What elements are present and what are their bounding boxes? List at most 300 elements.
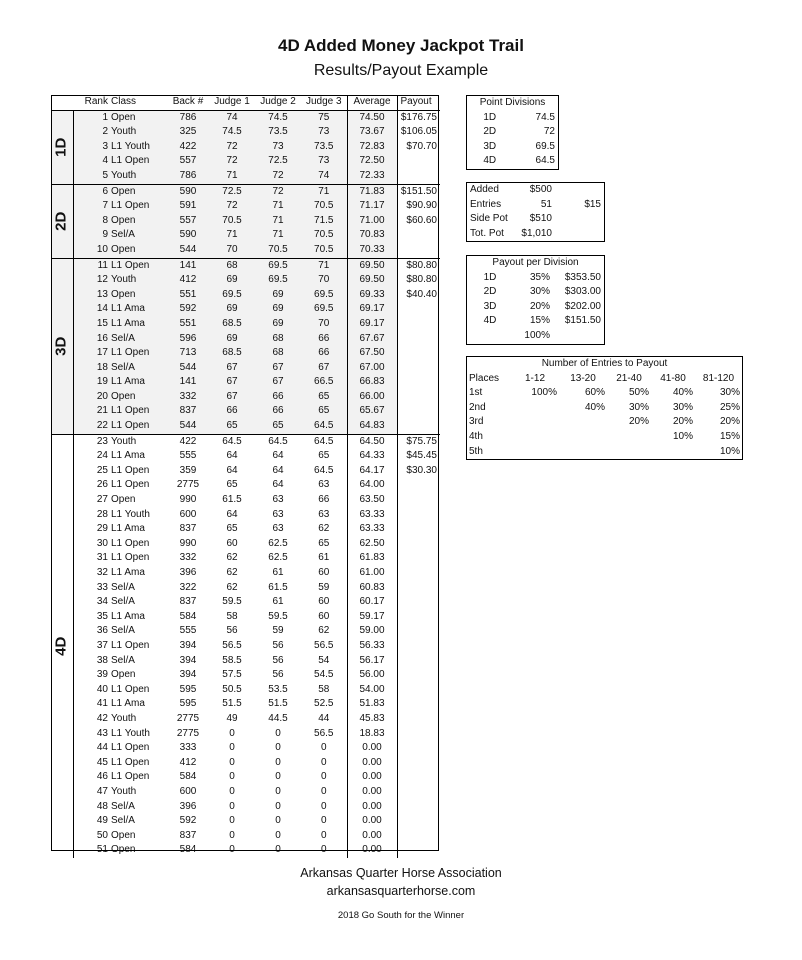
average-score: 63.50	[347, 493, 397, 508]
back-number-cell: 713	[167, 346, 209, 361]
judge3-score: 64.5	[301, 434, 347, 449]
payout-division-label: 4D	[483, 315, 497, 327]
judge2-score: 65	[255, 419, 301, 434]
average-score: 69.50	[347, 258, 397, 273]
back-number-cell: 422	[167, 140, 209, 155]
back-number-cell: 837	[167, 404, 209, 419]
judge1-score: 74.5	[209, 125, 255, 140]
judge2-score: 68	[255, 332, 301, 347]
result-row	[51, 169, 440, 184]
average-score: 65.67	[347, 404, 397, 419]
result-row	[51, 390, 440, 405]
judge3-score: 0	[320, 756, 327, 768]
back-number-cell: 359	[179, 464, 197, 476]
back-number-cell: 600	[179, 508, 197, 520]
judge1-score: 0	[229, 800, 235, 812]
payout-amount	[397, 581, 440, 596]
point-divisions-title: Point Divisions	[479, 97, 546, 108]
result-row	[51, 404, 440, 419]
result-row	[51, 110, 440, 125]
payout-amount	[397, 522, 440, 537]
payout-amount: $151.50	[397, 184, 440, 199]
class-cell: L1 Open	[111, 404, 167, 419]
rank-cell: 5	[73, 169, 111, 184]
judge1-score: 62	[226, 552, 238, 564]
division-header	[51, 95, 73, 110]
point-division-value: 69.5	[535, 140, 555, 152]
average-score: 45.83	[347, 712, 397, 727]
entries-payout-row	[467, 430, 742, 445]
result-row	[51, 228, 440, 243]
judge3-score: 0	[320, 844, 327, 856]
judge1-score: 56	[226, 625, 238, 637]
judge3-score: 69.5	[301, 288, 347, 303]
judge3-score: 71	[301, 258, 347, 273]
average-score: 0.00	[347, 843, 397, 858]
rank-cell: 34	[96, 596, 108, 608]
class-cell: Open	[111, 390, 167, 405]
average-score: 72.83	[347, 140, 397, 155]
place-percent: 60%	[584, 387, 605, 399]
average-score: 69.33	[347, 288, 397, 303]
judge2-score: 63	[272, 523, 284, 535]
class-cell: Youth	[111, 712, 137, 724]
judge3-score: 62	[318, 523, 330, 535]
judge2-score: 0	[275, 727, 281, 739]
results-body	[51, 110, 440, 858]
judge1-score: 0	[229, 742, 235, 754]
result-row	[51, 243, 440, 258]
judge1-score: 68.5	[209, 317, 255, 332]
payout-amount	[397, 800, 440, 815]
judge1-score: 60	[226, 537, 238, 549]
result-row	[51, 258, 440, 273]
class-cell: Sel/A	[111, 332, 167, 347]
rank-cell: 35	[96, 610, 108, 622]
judge3-score: 65	[301, 404, 347, 419]
average-score: 67.50	[347, 346, 397, 361]
point-division-value: 72	[543, 126, 555, 138]
judge2-score: 59	[272, 625, 284, 637]
back-number-cell: 325	[167, 125, 209, 140]
payout-amount	[397, 551, 440, 566]
average-score: 61.00	[347, 566, 397, 581]
footer-organization: Arkansas Quarter Horse Association	[300, 866, 502, 880]
back-number-cell: 592	[179, 815, 197, 827]
payout-amount	[397, 814, 440, 829]
judge1-score: 61.5	[222, 494, 242, 506]
place-percent: 40%	[584, 401, 605, 413]
judge1-score: 70	[209, 243, 255, 258]
class-cell: L1 Open	[111, 742, 150, 754]
entries-range-header: 13-20	[570, 372, 596, 384]
payout-amount	[397, 346, 440, 361]
average-score: 18.83	[347, 727, 397, 742]
payout-amount: $90.90	[406, 200, 437, 212]
payout-division-label: 1D	[483, 271, 497, 283]
entries-range-header: 1-12	[524, 372, 545, 384]
class-cell: L1 Ama	[111, 375, 167, 390]
judge2-score: 0	[275, 771, 281, 783]
payout-amount	[397, 508, 440, 523]
judge2-score: 71	[255, 199, 301, 214]
result-row	[51, 814, 440, 829]
back-number-cell: 592	[167, 302, 209, 317]
point-division-value: 64.5	[535, 155, 555, 167]
result-row	[51, 741, 440, 756]
average-score: 69.50	[347, 273, 397, 288]
judge1-score: 72	[209, 140, 255, 155]
rank-cell: 17	[73, 346, 111, 361]
place-percent: 20%	[628, 416, 649, 428]
payout-amount	[397, 302, 440, 317]
rank-cell: 27	[96, 494, 108, 506]
division-label	[51, 184, 73, 258]
payout-amount	[397, 770, 440, 785]
class-cell: L1 Ama	[111, 698, 145, 710]
average-score: 60.17	[347, 595, 397, 610]
payout-division-amount: $151.50	[564, 315, 601, 327]
rank-cell: 26	[96, 479, 108, 491]
payout-division-percent: 30%	[529, 286, 550, 298]
place-percent	[511, 415, 559, 430]
rank-cell: 45	[96, 756, 108, 768]
judge2-score: 72	[255, 169, 301, 184]
judge2-score: 64	[272, 464, 284, 476]
back-number-cell: 837	[179, 523, 197, 535]
average-score: 60.83	[347, 581, 397, 596]
judge3-score: 66	[301, 332, 347, 347]
division-label-text: 2D	[52, 211, 70, 231]
result-row	[51, 829, 440, 844]
result-row	[51, 595, 440, 610]
footer-note: 2018 Go South for the Winner	[337, 910, 465, 921]
payout-amount	[397, 228, 440, 243]
class-cell: Youth	[111, 125, 167, 140]
back-number-cell: 394	[179, 654, 197, 666]
rank-cell: 13	[73, 288, 111, 303]
rank-cell: 51	[96, 844, 108, 856]
payout-amount: $60.60	[406, 214, 437, 226]
judge1-score: 69	[209, 332, 255, 347]
class-cell: Open	[111, 494, 136, 506]
place-percent: 20%	[719, 416, 740, 428]
payout-amount: $30.30	[406, 464, 437, 476]
judge3-score: 56.5	[314, 639, 334, 651]
judge3-score: 60	[318, 567, 330, 578]
judge1-score: 51.5	[222, 698, 242, 710]
rank-cell: 41	[96, 698, 108, 710]
back-number-cell: 590	[167, 228, 209, 243]
average-score: 62.50	[347, 537, 397, 552]
average-score: 67.67	[347, 332, 397, 347]
average-score: 51.83	[347, 697, 397, 712]
average-score: 64.00	[347, 478, 397, 493]
judge3-score: 0	[320, 785, 327, 797]
average-score: 0.00	[347, 814, 397, 829]
payout-amount	[397, 741, 440, 756]
rank-cell: 49	[96, 815, 108, 827]
division-label	[51, 434, 73, 858]
result-row	[51, 727, 440, 742]
division-label	[51, 110, 73, 184]
class-cell: Open	[111, 669, 136, 681]
judge2-score: 64	[272, 450, 284, 462]
rank-cell: 22	[73, 419, 111, 434]
rank-cell: 30	[96, 537, 108, 549]
judge3-score: 0	[320, 815, 327, 827]
judge2-score: 61	[272, 567, 284, 578]
judge1-score: 0	[229, 785, 235, 797]
judge1-score: 57.5	[222, 669, 242, 681]
rank-cell: 2	[73, 125, 111, 140]
payout-amount	[397, 595, 440, 610]
judge2-score: 63	[272, 508, 284, 520]
judge1-score: 0	[229, 844, 235, 856]
class-cell: L1 Open	[111, 683, 150, 695]
judge2-score: 56	[272, 654, 284, 666]
place-label: 1st	[469, 387, 483, 399]
back-number-cell: 555	[179, 450, 197, 462]
payout-amount	[397, 317, 440, 332]
average-score: 0.00	[347, 800, 397, 815]
average-score: 72.50	[347, 154, 397, 169]
average-score: 56.33	[347, 639, 397, 654]
average-score: 66.83	[347, 375, 397, 390]
class-cell: Open	[111, 184, 167, 199]
class-cell: L1 Youth	[111, 727, 150, 739]
class-cell: L1 Open	[111, 537, 150, 549]
rank-cell: 7	[73, 199, 111, 214]
result-row	[51, 537, 440, 552]
judge1-score: 62	[226, 567, 238, 578]
judge1-score: 67	[209, 361, 255, 376]
judge2-score: 0	[275, 785, 281, 797]
average-score: 56.17	[347, 654, 397, 669]
rank-cell: 16	[73, 332, 111, 347]
side-pot-label: Side Pot	[470, 213, 508, 225]
judge1-score: 56.5	[222, 639, 242, 651]
rank-cell: 15	[73, 317, 111, 332]
judge1-score: 72.5	[209, 184, 255, 199]
judge1-score: 72	[209, 199, 255, 214]
back-number-cell: 551	[167, 288, 209, 303]
result-row	[51, 332, 440, 347]
judge3-score: 75	[301, 110, 347, 125]
back-number-cell: 786	[167, 169, 209, 184]
class-cell: Sel/A	[111, 596, 135, 608]
result-row	[51, 493, 440, 508]
payout-amount	[397, 624, 440, 639]
judge3-score: 65	[301, 390, 347, 405]
entries-to-payout-table	[467, 357, 742, 459]
class-cell: L1 Open	[111, 552, 150, 564]
place-label: 3rd	[469, 416, 484, 428]
class-header: Class	[111, 95, 167, 110]
point-divisions-box	[466, 95, 559, 170]
class-cell: L1 Ama	[111, 302, 167, 317]
judge2-score: 71	[255, 214, 301, 229]
point-division-label: 1D	[483, 111, 497, 123]
place-percent: 30%	[719, 387, 740, 399]
class-cell: Sel/A	[111, 228, 167, 243]
back-number-cell: 396	[179, 567, 197, 578]
entries-count: 51	[540, 198, 552, 210]
results-header-row	[51, 95, 440, 110]
result-row	[51, 419, 440, 434]
result-row	[51, 184, 440, 199]
result-row	[51, 288, 440, 303]
judge2-score: 0	[275, 829, 281, 841]
judge2-score: 64	[272, 479, 284, 491]
payout-header: Payout	[397, 95, 440, 110]
place-percent	[559, 445, 607, 460]
payout-amount	[397, 404, 440, 419]
result-row	[51, 140, 440, 155]
rank-cell: 40	[96, 683, 108, 695]
judge3-score: 61	[318, 552, 330, 564]
judge2-score: 0	[275, 844, 281, 856]
judge3-score: 52.5	[314, 698, 334, 710]
result-row	[51, 712, 440, 727]
division-label-text: 3D	[52, 336, 70, 356]
class-cell: L1 Open	[111, 771, 150, 783]
judge1-score: 64	[226, 508, 238, 520]
average-score: 67.00	[347, 361, 397, 376]
judge1-score: 65	[226, 523, 238, 535]
judge2-score: 69	[255, 302, 301, 317]
result-row	[51, 800, 440, 815]
payout-division-percent: 15%	[529, 315, 550, 327]
place-percent	[651, 445, 695, 460]
judge2-score: 68	[255, 346, 301, 361]
back-number-header: Back #	[167, 95, 209, 110]
judge1-score: 58	[226, 610, 238, 622]
footer-website: arkansasquarterhorse.com	[326, 884, 476, 898]
total-pot-value: $1,010	[521, 227, 552, 239]
entries-payout-row	[467, 401, 742, 416]
result-row	[51, 478, 440, 493]
judge1-score: 49	[226, 712, 238, 724]
judge1-score: 0	[229, 829, 235, 841]
rank-cell: 48	[96, 800, 108, 812]
back-number-cell: 422	[167, 434, 209, 449]
rank-cell: 19	[73, 375, 111, 390]
rank-cell: 21	[73, 404, 111, 419]
result-row	[51, 125, 440, 140]
rank-cell: 24	[96, 450, 108, 462]
back-number-cell: 557	[167, 214, 209, 229]
payout-amount	[397, 843, 440, 858]
rank-cell: 28	[96, 508, 108, 520]
judge1-header: Judge 1	[209, 95, 255, 110]
judge1-score: 68.5	[209, 346, 255, 361]
judge3-score: 63	[318, 508, 330, 520]
judge3-score: 44	[318, 712, 330, 724]
average-score: 66.00	[347, 390, 397, 405]
judge3-score: 71.5	[301, 214, 347, 229]
rank-cell: 10	[73, 243, 111, 258]
judge3-score: 73	[301, 125, 347, 140]
point-division-label: 4D	[483, 155, 497, 167]
entries-payout-title: Number of Entries to Payout	[541, 358, 668, 369]
total-pot-label: Tot. Pot	[470, 227, 504, 239]
rank-cell: 11	[73, 258, 111, 273]
added-label: Added	[470, 184, 499, 195]
back-number-cell: 786	[167, 110, 209, 125]
judge2-score: 70.5	[255, 243, 301, 258]
average-score: 63.33	[347, 508, 397, 523]
payout-amount: $80.80	[397, 258, 440, 273]
rank-cell: 4	[73, 154, 111, 169]
place-percent: 30%	[672, 401, 693, 413]
entries-range-header: Places	[469, 372, 500, 384]
back-number-cell: 332	[179, 552, 197, 564]
judge2-score: 64.5	[255, 434, 301, 449]
judge3-score: 69.5	[301, 302, 347, 317]
judge3-score: 64.5	[314, 464, 334, 476]
judge3-score: 0	[320, 742, 327, 754]
payout-amount: $80.80	[406, 274, 437, 286]
class-cell: L1 Ama	[111, 450, 145, 462]
judge2-score: 53.5	[268, 683, 288, 695]
judge3-score: 64.5	[301, 419, 347, 434]
payout-division-label: 3D	[483, 300, 497, 312]
judge3-score: 70.5	[301, 243, 347, 258]
entries-payout-row	[467, 415, 742, 430]
back-number-cell: 584	[179, 844, 197, 856]
payout-division-amount: $202.00	[564, 300, 601, 312]
judge2-score: 69	[255, 288, 301, 303]
result-row	[51, 346, 440, 361]
result-row	[51, 434, 440, 449]
payout-amount	[397, 610, 440, 625]
rank-cell: 50	[96, 829, 108, 841]
back-number-cell: 990	[179, 494, 197, 506]
result-row	[51, 610, 440, 625]
class-cell: Youth	[111, 785, 137, 797]
payout-division-total: 100%	[524, 329, 550, 341]
result-row	[51, 508, 440, 523]
back-number-cell: 396	[179, 800, 197, 812]
judge1-score: 0	[229, 771, 235, 783]
judge3-score: 74	[301, 169, 347, 184]
class-cell: Sel/A	[111, 625, 135, 637]
rank-cell: 46	[96, 771, 108, 783]
rank-cell: 44	[96, 742, 108, 754]
judge3-header: Judge 3	[301, 95, 347, 110]
judge2-score: 0	[275, 742, 281, 754]
class-cell: Youth	[111, 169, 167, 184]
judge2-score: 67	[255, 375, 301, 390]
entries-payout-row	[467, 386, 742, 401]
class-cell: Open	[111, 829, 136, 841]
entries-payout-row	[467, 445, 742, 460]
place-percent: 25%	[719, 401, 740, 413]
average-score: 56.00	[347, 668, 397, 683]
back-number-cell: 394	[179, 639, 197, 651]
result-row	[51, 785, 440, 800]
average-score: 74.50	[347, 110, 397, 125]
judge3-score: 0	[320, 829, 327, 841]
payout-per-division-box	[466, 255, 605, 345]
judge1-score: 65	[226, 479, 238, 491]
rank-cell: 37	[96, 639, 108, 651]
judge3-score: 65	[318, 450, 330, 462]
judge3-score: 70	[301, 317, 347, 332]
result-row	[51, 154, 440, 169]
class-cell: Youth	[111, 434, 167, 449]
